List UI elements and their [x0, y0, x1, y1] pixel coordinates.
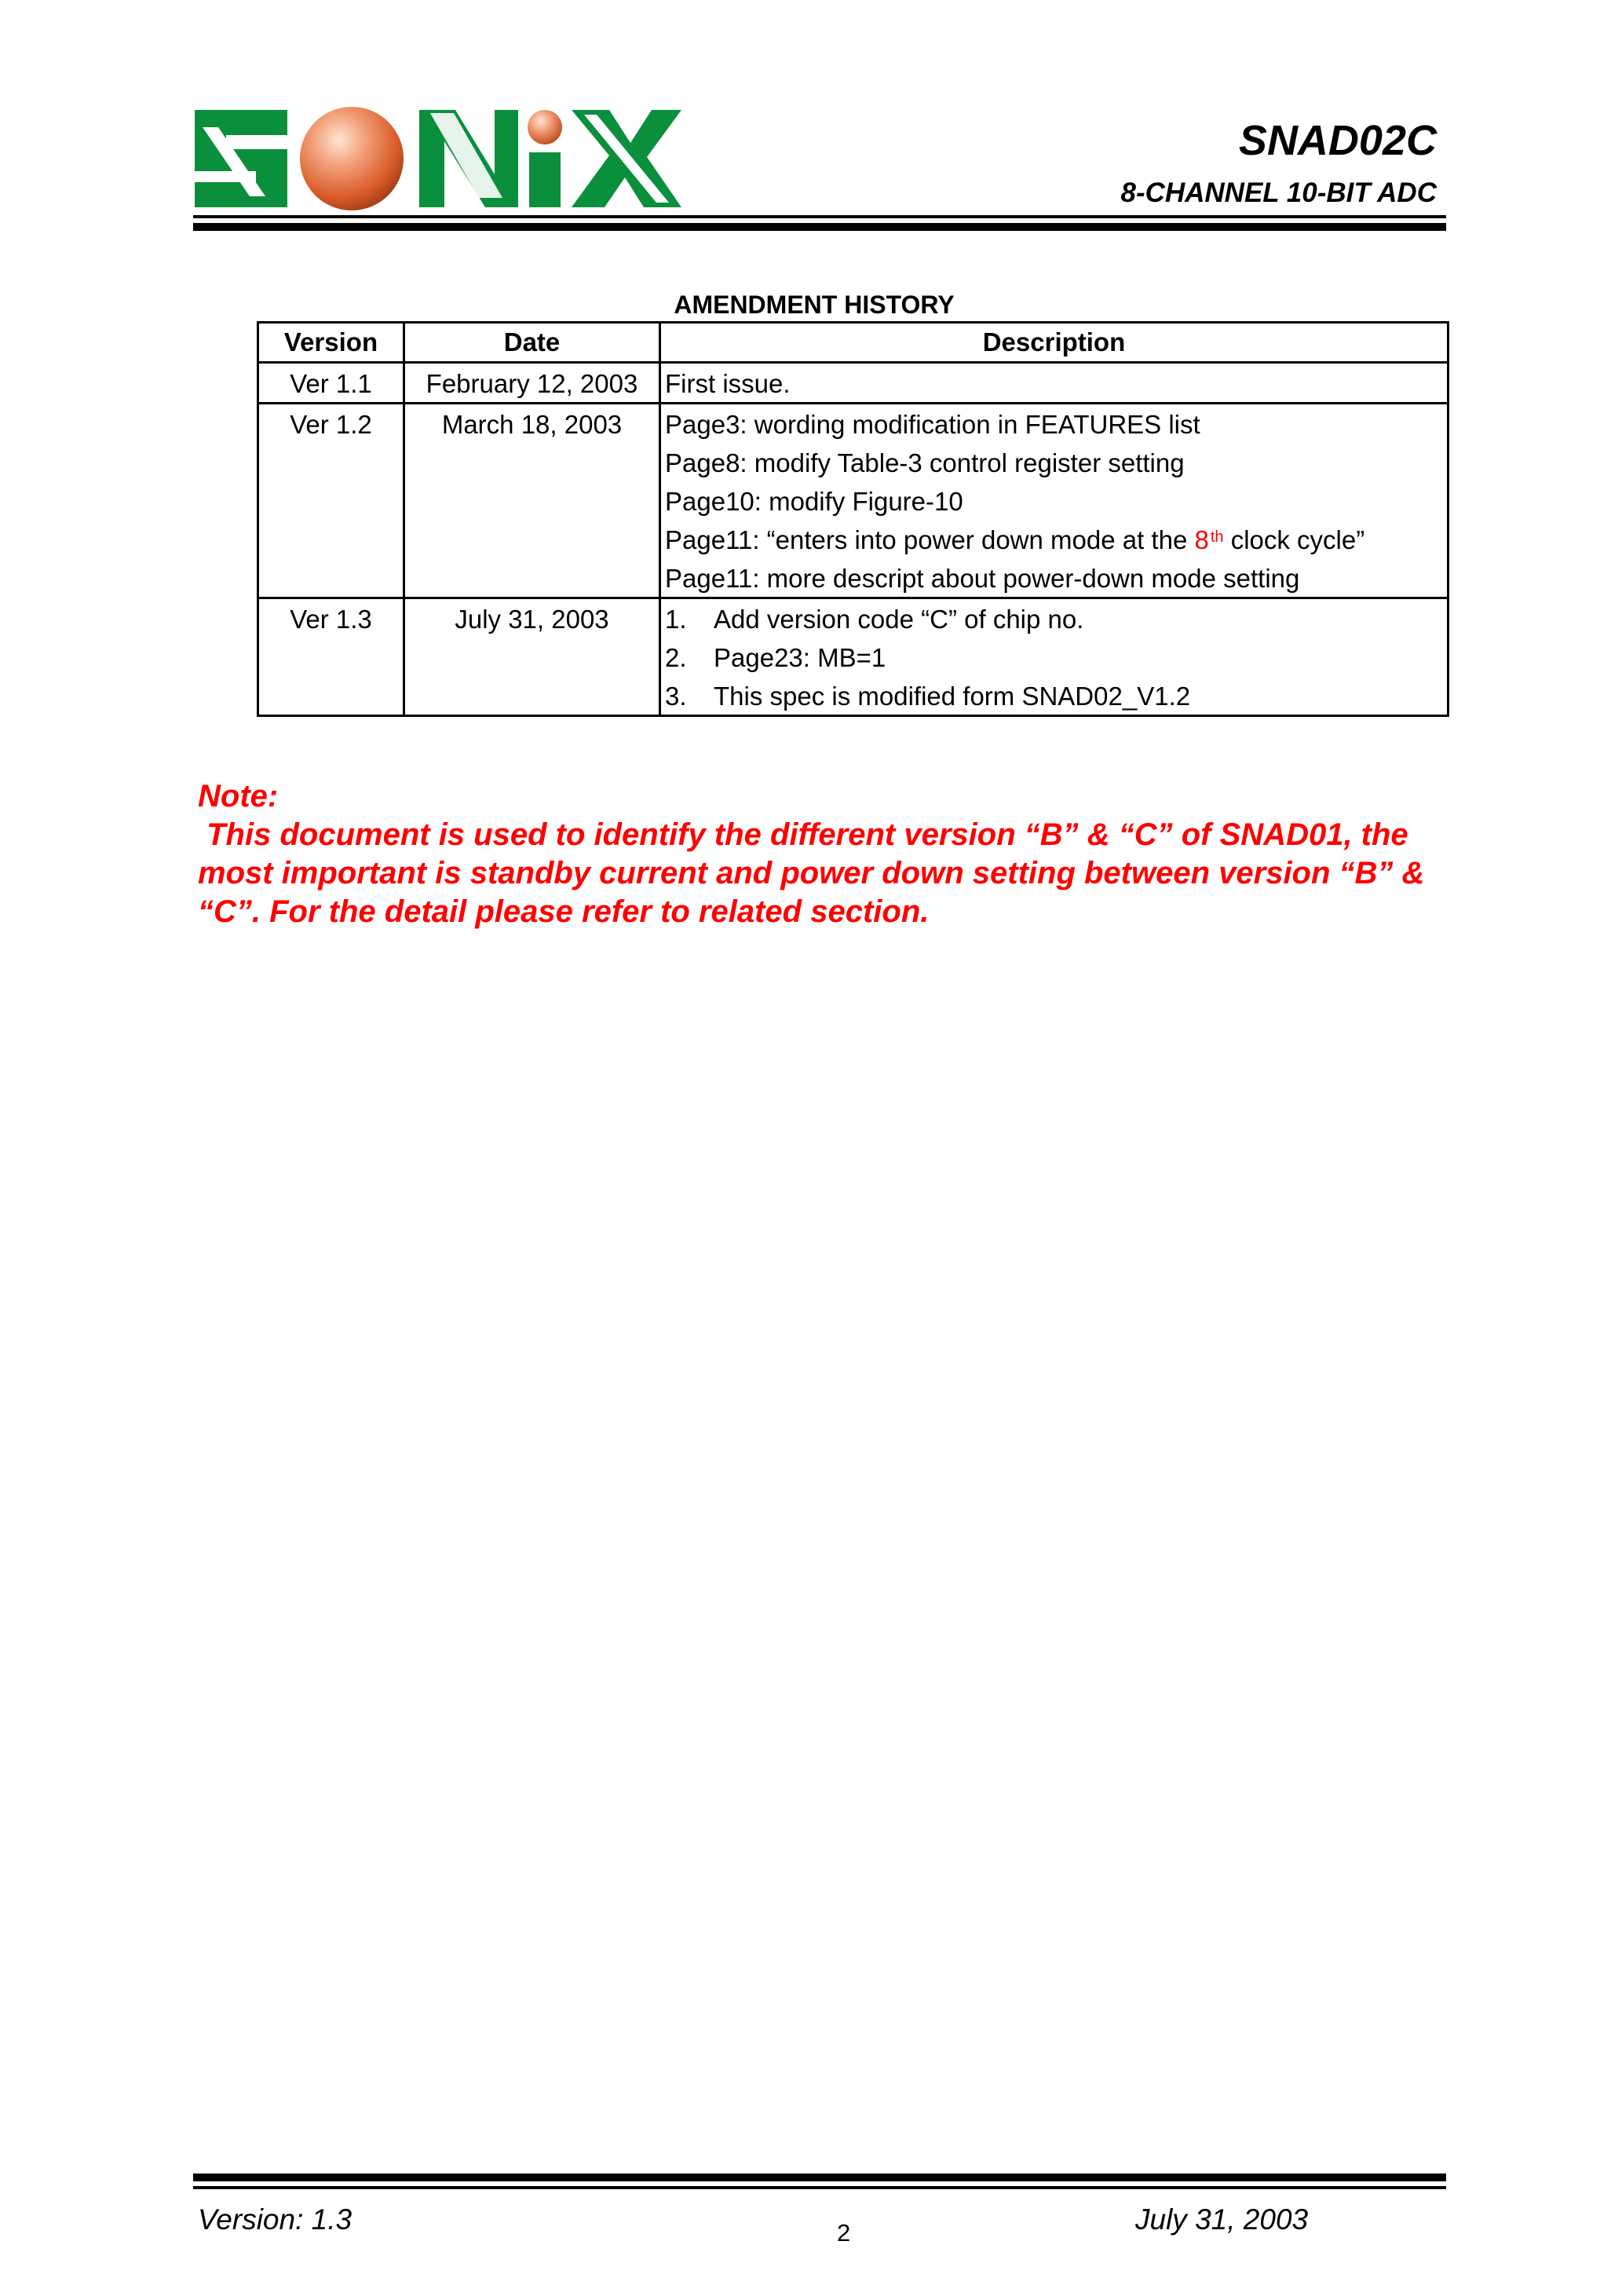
sonix-logo: [195, 104, 681, 214]
footer-version: Version: 1.3: [198, 2203, 353, 2236]
highlight-number: 8: [1194, 525, 1209, 554]
table-row: [258, 598, 1448, 716]
version-cell: [258, 598, 404, 716]
description-line: First issue.: [665, 369, 791, 398]
column-header-date: Date: [404, 323, 660, 363]
table-row: [258, 363, 1448, 404]
description-cell: [660, 598, 1448, 716]
date-text: February 12, 2003: [426, 369, 638, 398]
description-text: Page11: “enters into power down mode at the: [665, 525, 1195, 554]
list-text: Add version code “C” of chip no.: [714, 605, 1084, 634]
description-line: Page8: modify Table-3 control register setting: [665, 448, 1185, 477]
note-body: This document is used to identify the different version “B” & “C” of SNAD01, the most important is standby current and power down setting between version “B” & “C”. For the detail please refer to related section.: [198, 817, 1434, 929]
list-item: [661, 638, 1447, 676]
description-text: clock cycle”: [1223, 525, 1365, 554]
logo-letter-i: [528, 110, 562, 207]
date-text: March 18, 2003: [441, 410, 623, 439]
version-cell: [258, 363, 404, 404]
list-number: 1.: [665, 605, 687, 634]
date-cell: [404, 404, 660, 598]
description-cell: [660, 404, 1448, 598]
header-rule-thin: [193, 215, 1446, 218]
header-rule-thick: [193, 223, 1446, 231]
version-text: Ver 1.2: [290, 410, 372, 439]
page-number: 2: [837, 2219, 851, 2247]
description-line: [661, 520, 1447, 558]
date-cell: [404, 598, 660, 716]
table-row: [258, 404, 1448, 598]
list-text: This spec is modified form SNAD02_V1.2: [714, 682, 1191, 711]
column-header-version: Version: [258, 323, 404, 363]
date-text: July 31, 2003: [455, 605, 609, 634]
amendment-history-table: [257, 321, 1449, 717]
logo-letter-n: [419, 110, 518, 207]
description-line: Page11: more descript about power-down mode setting: [665, 564, 1300, 593]
product-subtitle: 8-CHANNEL 10-BIT ADC: [1120, 177, 1437, 208]
table-header-row: [258, 323, 1448, 363]
amendment-history-title: AMENDMENT HISTORY: [674, 291, 955, 319]
ordinal-suffix: th: [1210, 528, 1224, 546]
footer-rule-thin: [193, 2186, 1446, 2189]
note-heading: Note:: [198, 779, 279, 813]
list-item: [661, 676, 1447, 715]
column-header-description: Description: [660, 323, 1448, 363]
footer-rule-thick: [193, 2174, 1446, 2181]
version-text: Ver 1.1: [290, 369, 372, 398]
description-line: Page3: wording modification in FEATURES list: [665, 410, 1200, 439]
version-cell: [258, 404, 404, 598]
description-line: Page10: modify Figure-10: [665, 487, 963, 516]
product-title: SNAD02C: [1238, 117, 1437, 164]
version-text: Ver 1.3: [290, 605, 372, 634]
list-number: 2.: [665, 643, 687, 672]
footer-date: July 31, 2003: [1135, 2203, 1309, 2236]
note-block: [198, 777, 1454, 931]
date-cell: [404, 363, 660, 404]
logo-letter-x: [572, 110, 681, 207]
logo-letter-s: [195, 110, 287, 207]
list-number: 3.: [665, 682, 687, 711]
logo-sphere: [300, 107, 404, 210]
description-cell: [660, 363, 1448, 404]
list-text: Page23: MB=1: [714, 643, 886, 672]
list-item: [661, 599, 1447, 638]
